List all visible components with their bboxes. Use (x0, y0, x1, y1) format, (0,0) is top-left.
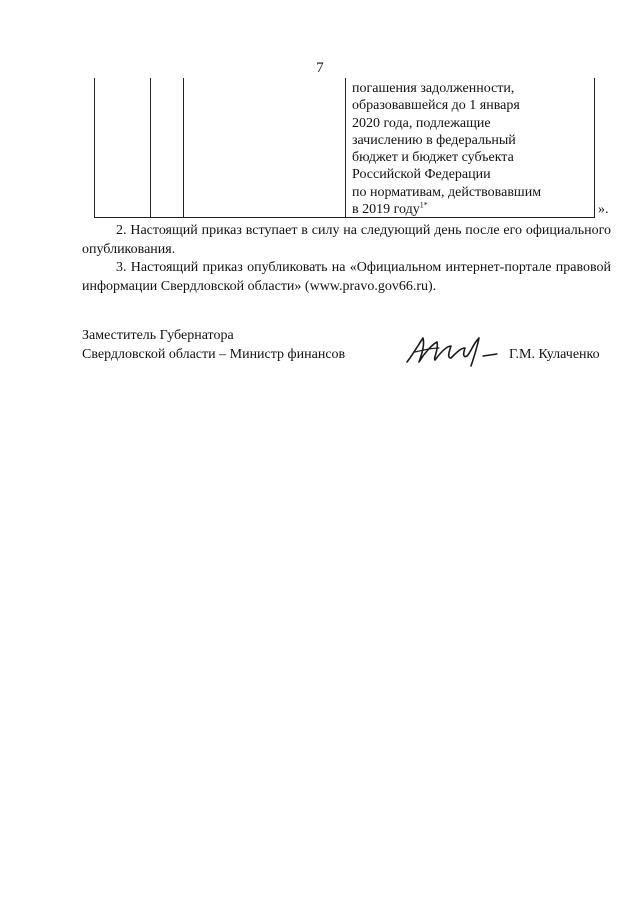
cell-line: 2020 года, подлежащие (352, 115, 491, 131)
closing-quote: ». (598, 202, 609, 217)
table-column-divider (150, 78, 151, 217)
position-line-2: Свердловской области – Министр финансов (82, 347, 346, 362)
table-column-divider (183, 78, 184, 217)
paragraph-2 (82, 221, 611, 259)
signature-position (82, 326, 345, 364)
cell-line: образовавшейся до 1 января (352, 98, 520, 114)
cell-line: зачислению в федеральный (352, 132, 516, 148)
footnote-mark: 1* (419, 200, 428, 210)
cell-line: Российской Федерации (352, 167, 491, 183)
table-continuation (94, 78, 595, 218)
paragraph-3-text: 3. Настоящий приказ опубликовать на «Официальном интернет-портале правовой информации Свердловской области» (www.pravo.gov66.ru). (82, 260, 611, 294)
signer-name: Г.М. Кулаченко (509, 347, 600, 362)
cell-line-last (352, 201, 592, 218)
cell-line: в 2019 году (352, 202, 420, 218)
position-line-1: Заместитель Губернатора (82, 328, 234, 343)
cell-line: погашения задолженности, (352, 81, 515, 96)
paragraph-3 (82, 258, 611, 296)
table-cell-text (352, 80, 592, 218)
cell-line: по нормативам, действовавшим (352, 184, 542, 200)
table-column-divider (345, 78, 346, 217)
paragraph-2-text: 2. Настоящий приказ вступает в силу на следующий день после его официального опубликования. (82, 223, 611, 257)
cell-line: бюджет и бюджет субъекта (352, 150, 514, 166)
page-number: 7 (316, 60, 324, 76)
handwritten-signature (403, 334, 499, 368)
